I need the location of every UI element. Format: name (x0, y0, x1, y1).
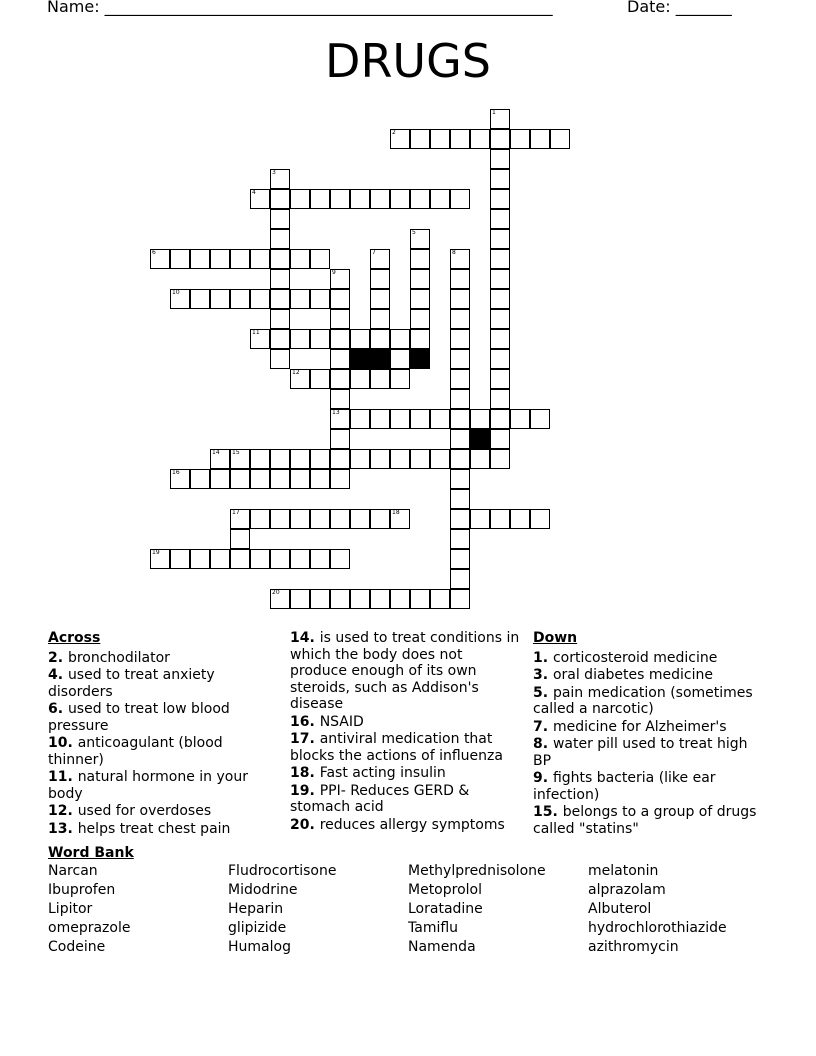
grid-cell[interactable] (270, 589, 290, 609)
grid-cell[interactable] (410, 309, 430, 329)
grid-cell[interactable] (310, 369, 330, 389)
grid-cell[interactable] (450, 529, 470, 549)
cell-number: 2 (392, 129, 396, 136)
grid-cell[interactable] (330, 589, 350, 609)
grid-cell[interactable] (490, 369, 510, 389)
grid-cell[interactable] (330, 389, 350, 409)
clue-item (533, 719, 763, 736)
grid-cell[interactable] (370, 189, 390, 209)
word-bank-item: alprazolam (588, 882, 666, 898)
grid-cell[interactable] (450, 269, 470, 289)
grid-cell[interactable] (210, 549, 230, 569)
down-heading: Down (533, 630, 578, 646)
clue-number: 6. (48, 701, 68, 717)
grid-cell-black (410, 349, 430, 369)
grid-cell[interactable] (390, 509, 410, 529)
grid-cell[interactable] (290, 329, 310, 349)
clue-text: used for overdoses (77, 803, 212, 819)
grid-cell[interactable] (310, 469, 330, 489)
grid-cell[interactable] (210, 249, 230, 269)
clue-number: 20. (290, 816, 320, 833)
cell-number: 20 (272, 589, 280, 596)
grid-cell[interactable] (250, 249, 270, 269)
grid-cell[interactable] (350, 449, 370, 469)
clue-number: 7. (533, 718, 553, 735)
word-bank-item: Metoprolol (408, 882, 482, 898)
word-bank-item: Midodrine (228, 882, 298, 898)
grid-cell[interactable] (490, 389, 510, 409)
grid-cell[interactable] (450, 329, 470, 349)
word-bank-item: Humalog (228, 939, 291, 955)
grid-cell[interactable] (290, 249, 310, 269)
clue-text: pain medication (sometimes called a narcotic) (533, 684, 753, 717)
clue-item (290, 783, 520, 816)
clue-number: 9. (533, 770, 553, 786)
grid-cell-black (370, 349, 390, 369)
grid-cell[interactable] (490, 209, 510, 229)
clue-text: reduces allergy symptoms (319, 816, 505, 833)
cell-number: 16 (172, 469, 180, 476)
grid-cell[interactable] (230, 529, 250, 549)
grid-cell[interactable] (530, 509, 550, 529)
grid-cell[interactable] (230, 449, 250, 469)
grid-cell[interactable] (370, 249, 390, 269)
across-clues-continued (290, 630, 520, 834)
cell-number: 14 (212, 449, 220, 456)
cell-number: 5 (412, 229, 416, 236)
clue-item (533, 736, 763, 769)
grid-cell[interactable] (450, 189, 470, 209)
grid-cell[interactable] (170, 249, 190, 269)
grid-cell[interactable] (250, 449, 270, 469)
grid-cell[interactable] (370, 309, 390, 329)
grid-cell-black (350, 349, 370, 369)
word-bank-item: Albuterol (588, 901, 652, 917)
grid-cell[interactable] (450, 569, 470, 589)
grid-cell[interactable] (490, 229, 510, 249)
grid-cell[interactable] (290, 469, 310, 489)
grid-cell[interactable] (450, 389, 470, 409)
clue-item (290, 714, 520, 731)
grid-cell[interactable] (470, 509, 490, 529)
grid-cell[interactable] (270, 469, 290, 489)
name-field[interactable]: Name: ________________________________________________________ (47, 0, 553, 16)
grid-cell[interactable] (350, 189, 370, 209)
grid-cell[interactable] (410, 289, 430, 309)
grid-cell[interactable] (430, 449, 450, 469)
grid-cell[interactable] (490, 189, 510, 209)
clue-number: 4. (48, 667, 68, 683)
grid-cell[interactable] (310, 509, 330, 529)
cell-number: 19 (152, 549, 160, 556)
word-bank-item: Codeine (48, 939, 106, 955)
grid-cell[interactable] (210, 469, 230, 489)
grid-cell[interactable] (290, 189, 310, 209)
grid-cell[interactable] (410, 409, 430, 429)
clue-item (48, 650, 278, 667)
clue-text: fights bacteria (like ear infection) (533, 770, 716, 803)
grid-cell[interactable] (370, 449, 390, 469)
across-heading: Across (48, 630, 101, 646)
grid-cell[interactable] (450, 429, 470, 449)
grid-cell[interactable] (310, 549, 330, 569)
grid-cell[interactable] (290, 509, 310, 529)
grid-cell[interactable] (410, 229, 430, 249)
grid-cell[interactable] (150, 249, 170, 269)
clue-text: used to treat low blood pressure (48, 701, 230, 734)
word-bank-item: Fludrocortisone (228, 863, 337, 879)
across-list (48, 650, 278, 838)
clue-item (48, 803, 278, 820)
clue-text: corticosteroid medicine (552, 649, 718, 666)
cell-number: 17 (232, 509, 240, 516)
word-bank-column (228, 862, 336, 957)
grid-cell[interactable] (490, 249, 510, 269)
clue-text: belongs to a group of drugs called "statins" (533, 804, 757, 837)
cell-number: 4 (252, 189, 256, 196)
cell-number: 6 (152, 249, 156, 256)
clue-number: 11. (48, 769, 78, 785)
clue-number: 8. (533, 736, 553, 752)
clue-number: 19. (290, 782, 320, 799)
cell-number: 3 (272, 169, 276, 176)
grid-cell[interactable] (250, 509, 270, 529)
page-title: DRUGS (325, 34, 491, 88)
grid-cell[interactable] (310, 289, 330, 309)
grid-cell[interactable] (330, 369, 350, 389)
clue-text: natural hormone in your body (48, 769, 248, 802)
grid-cell[interactable] (290, 369, 310, 389)
cell-number: 10 (172, 289, 180, 296)
grid-cell[interactable] (350, 509, 370, 529)
grid-cell[interactable] (250, 189, 270, 209)
clue-number: 1. (533, 649, 553, 666)
grid-cell[interactable] (270, 209, 290, 229)
grid-cell[interactable] (410, 129, 430, 149)
grid-cell[interactable] (330, 289, 350, 309)
word-bank-column (588, 862, 727, 957)
cell-number: 12 (292, 369, 300, 376)
grid-cell[interactable] (330, 509, 350, 529)
grid-cell[interactable] (330, 469, 350, 489)
grid-cell[interactable] (330, 349, 350, 369)
clue-text: Fast acting insulin (319, 765, 446, 781)
grid-cell[interactable] (370, 289, 390, 309)
grid-cell[interactable] (210, 289, 230, 309)
grid-cell[interactable] (410, 249, 430, 269)
date-field[interactable]: Date: _______ (627, 0, 732, 16)
clue-text: water pill used to treat high BP (533, 736, 748, 769)
clue-number: 14. (290, 630, 320, 646)
grid-cell[interactable] (390, 449, 410, 469)
grid-cell[interactable] (410, 269, 430, 289)
grid-cell[interactable] (330, 549, 350, 569)
grid-cell[interactable] (370, 329, 390, 349)
grid-cell[interactable] (270, 309, 290, 329)
grid-cell[interactable] (490, 309, 510, 329)
clue-text: is used to treat conditions in which the body does not produce enough of its own steroids, such as Addison's disease (290, 630, 520, 712)
clue-item (48, 667, 278, 700)
grid-cell[interactable] (390, 349, 410, 369)
grid-cell[interactable] (410, 329, 430, 349)
grid-cell[interactable] (350, 409, 370, 429)
clue-item (533, 770, 763, 803)
grid-cell[interactable] (410, 189, 430, 209)
cell-number: 1 (492, 109, 496, 116)
grid-cell[interactable] (350, 589, 370, 609)
word-bank-item: azithromycin (588, 939, 679, 955)
grid-cell[interactable] (470, 129, 490, 149)
cell-number: 13 (332, 409, 340, 416)
grid-cell[interactable] (510, 409, 530, 429)
clue-text: NSAID (319, 713, 364, 730)
word-bank-column (408, 862, 546, 957)
clue-item (290, 630, 520, 713)
grid-cell[interactable] (550, 129, 570, 149)
grid-cell-black (470, 429, 490, 449)
clue-text: used to treat anxiety disorders (48, 667, 215, 700)
grid-cell[interactable] (490, 289, 510, 309)
word-bank-item: omeprazole (48, 920, 131, 936)
grid-cell[interactable] (390, 589, 410, 609)
grid-cell[interactable] (390, 369, 410, 389)
clue-number: 12. (48, 803, 78, 819)
clue-number: 3. (533, 667, 553, 683)
grid-cell[interactable] (390, 129, 410, 149)
clue-text: oral diabetes medicine (552, 667, 713, 683)
grid-cell[interactable] (430, 129, 450, 149)
word-bank-item: hydrochlorothiazide (588, 920, 727, 936)
grid-cell[interactable] (510, 129, 530, 149)
grid-cell[interactable] (310, 249, 330, 269)
grid-cell[interactable] (370, 509, 390, 529)
grid-cell[interactable] (330, 309, 350, 329)
word-bank-item: Methylprednisolone (408, 863, 546, 879)
grid-cell[interactable] (310, 329, 330, 349)
grid-cell[interactable] (450, 489, 470, 509)
clue-item (533, 685, 763, 718)
across-list-continued (290, 630, 520, 833)
grid-cell[interactable] (230, 469, 250, 489)
grid-cell[interactable] (370, 589, 390, 609)
grid-cell[interactable] (470, 409, 490, 429)
grid-cell[interactable] (370, 409, 390, 429)
grid-cell[interactable] (270, 169, 290, 189)
grid-cell[interactable] (490, 329, 510, 349)
grid-cell[interactable] (450, 129, 470, 149)
cell-number: 9 (332, 269, 336, 276)
grid-cell[interactable] (490, 409, 510, 429)
grid-cell[interactable] (350, 329, 370, 349)
clue-number: 10. (48, 735, 78, 751)
cell-number: 18 (392, 509, 400, 516)
grid-cell[interactable] (450, 349, 470, 369)
clue-item (290, 817, 520, 834)
grid-cell[interactable] (450, 289, 470, 309)
grid-cell[interactable] (330, 429, 350, 449)
grid-cell[interactable] (230, 509, 250, 529)
grid-cell[interactable] (530, 129, 550, 149)
grid-cell[interactable] (270, 449, 290, 469)
grid-cell[interactable] (230, 249, 250, 269)
clue-text: PPI- Reduces GERD & stomach acid (290, 782, 470, 815)
grid-cell[interactable] (410, 449, 430, 469)
clue-number: 18. (290, 765, 320, 781)
grid-cell[interactable] (490, 129, 510, 149)
grid-cell[interactable] (330, 189, 350, 209)
grid-cell[interactable] (370, 369, 390, 389)
grid-cell[interactable] (230, 289, 250, 309)
grid-cell[interactable] (350, 369, 370, 389)
grid-cell[interactable] (230, 549, 250, 569)
word-bank-item: melatonin (588, 863, 659, 879)
grid-cell[interactable] (390, 409, 410, 429)
grid-cell[interactable] (290, 449, 310, 469)
grid-cell[interactable] (450, 409, 470, 429)
grid-cell[interactable] (270, 189, 290, 209)
grid-cell[interactable] (490, 349, 510, 369)
clue-text: helps treat chest pain (77, 820, 231, 837)
grid-cell[interactable] (290, 589, 310, 609)
grid-cell[interactable] (410, 589, 430, 609)
grid-cell[interactable] (190, 249, 210, 269)
clue-number: 16. (290, 713, 320, 730)
grid-cell[interactable] (450, 469, 470, 489)
grid-cell[interactable] (430, 189, 450, 209)
grid-cell[interactable] (490, 509, 510, 529)
clue-item (48, 701, 278, 734)
grid-cell[interactable] (390, 189, 410, 209)
clue-number: 2. (48, 649, 68, 666)
down-clues (533, 630, 763, 838)
clue-text: bronchodilator (67, 649, 170, 666)
grid-cell[interactable] (490, 269, 510, 289)
grid-cell[interactable] (330, 269, 350, 289)
grid-cell[interactable] (250, 329, 270, 349)
word-bank-item: Heparin (228, 901, 284, 917)
grid-cell[interactable] (450, 509, 470, 529)
grid-cell[interactable] (530, 409, 550, 429)
grid-cell[interactable] (330, 329, 350, 349)
grid-cell[interactable] (270, 349, 290, 369)
grid-cell[interactable] (430, 409, 450, 429)
cell-number: 15 (232, 449, 240, 456)
grid-cell[interactable] (310, 449, 330, 469)
clue-item (290, 765, 520, 782)
grid-cell[interactable] (470, 449, 490, 469)
grid-cell[interactable] (310, 189, 330, 209)
grid-cell[interactable] (330, 449, 350, 469)
grid-cell[interactable] (190, 549, 210, 569)
clue-number: 13. (48, 820, 78, 837)
grid-cell[interactable] (450, 549, 470, 569)
clue-number: 17. (290, 731, 320, 747)
clue-item (48, 821, 278, 838)
grid-cell[interactable] (490, 449, 510, 469)
grid-cell[interactable] (390, 329, 410, 349)
grid-cell[interactable] (450, 309, 470, 329)
word-bank-item: Lipitor (48, 901, 93, 917)
clue-text: antiviral medication that blocks the actions of influenza (290, 731, 503, 764)
word-bank-item: Narcan (48, 863, 98, 879)
grid-cell[interactable] (490, 429, 510, 449)
cell-number: 8 (452, 249, 456, 256)
grid-cell[interactable] (430, 589, 450, 609)
grid-cell[interactable] (250, 549, 270, 569)
word-bank-column (48, 862, 130, 957)
grid-cell[interactable] (270, 249, 290, 269)
down-list (533, 650, 763, 838)
clue-text: anticoagulant (blood thinner) (48, 735, 223, 768)
across-clues (48, 630, 278, 838)
clue-item (290, 731, 520, 764)
word-bank-item: Ibuprofen (48, 882, 116, 898)
grid-cell[interactable] (330, 409, 350, 429)
grid-cell[interactable] (490, 109, 510, 129)
grid-cell[interactable] (290, 289, 310, 309)
clue-text: medicine for Alzheimer's (552, 718, 727, 735)
clue-number: 15. (533, 804, 563, 820)
grid-cell[interactable] (270, 289, 290, 309)
word-bank-item: Tamiflu (408, 920, 459, 936)
grid-cell[interactable] (450, 589, 470, 609)
grid-cell[interactable] (190, 469, 210, 489)
cell-number: 11 (252, 329, 260, 336)
word-bank-item: Namenda (408, 939, 476, 955)
grid-cell[interactable] (490, 149, 510, 169)
clue-item (533, 667, 763, 684)
grid-cell[interactable] (490, 169, 510, 189)
grid-cell[interactable] (310, 589, 330, 609)
grid-cell[interactable] (270, 329, 290, 349)
grid-cell[interactable] (170, 549, 190, 569)
grid-cell[interactable] (170, 469, 190, 489)
grid-cell[interactable] (170, 289, 190, 309)
grid-cell[interactable] (270, 229, 290, 249)
clue-item (533, 804, 763, 837)
grid-cell[interactable] (450, 249, 470, 269)
grid-cell[interactable] (210, 449, 230, 469)
grid-cell[interactable] (250, 289, 270, 309)
grid-cell[interactable] (270, 269, 290, 289)
grid-cell[interactable] (370, 269, 390, 289)
grid-cell[interactable] (190, 289, 210, 309)
clue-item (533, 650, 763, 667)
grid-cell[interactable] (270, 549, 290, 569)
grid-cell[interactable] (270, 509, 290, 529)
clue-item (48, 735, 278, 768)
clue-number: 5. (533, 684, 553, 701)
grid-cell[interactable] (450, 449, 470, 469)
grid-cell[interactable] (150, 549, 170, 569)
word-bank-item: Loratadine (408, 901, 483, 917)
grid-cell[interactable] (450, 369, 470, 389)
grid-cell[interactable] (290, 549, 310, 569)
word-bank-item: glipizide (228, 920, 287, 936)
word-bank-title: Word Bank (48, 845, 134, 861)
grid-cell[interactable] (250, 469, 270, 489)
clue-item (48, 769, 278, 802)
cell-number: 7 (372, 249, 376, 256)
grid-cell[interactable] (510, 509, 530, 529)
